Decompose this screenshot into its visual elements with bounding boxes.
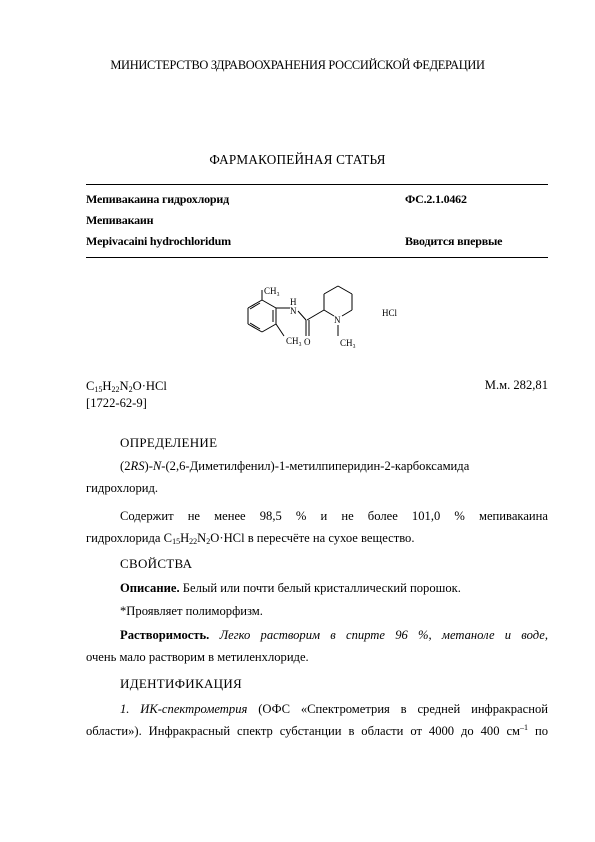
amide-n-label: N: [290, 306, 297, 316]
molecular-mass: М.м. 282,81: [484, 378, 548, 392]
header-bottom-rule: [86, 257, 548, 258]
monograph-inn-ru: Мепивакаин: [86, 213, 154, 227]
monograph-code: ФС.2.1.0462: [405, 192, 467, 206]
section-definition-heading: ОПРЕДЕЛЕНИЕ: [120, 435, 218, 450]
properties-solubility-line-2: очень мало растворим в метиленхлориде.: [86, 650, 309, 664]
ch3-top-label: CH₃: [264, 286, 280, 296]
definition-content-line-1: Содержит не менее 98,5 % и не более 101,0 % мепивакаина: [120, 509, 548, 523]
ch3-bottom-label: CH₃: [286, 336, 302, 346]
structural-formula: [232, 284, 408, 362]
identification-ir-line-1: 1. ИК-спектрометрия (ОФС «Спектрометрия в средней инфракрасной: [120, 702, 548, 716]
monograph-name-latin: Mepivacaini hydrochloridum: [86, 234, 231, 248]
properties-polymorphism: *Проявляет полиморфизм.: [120, 604, 263, 618]
ring-ch3-label: CH₃: [340, 338, 356, 348]
definition-content-line-2: гидрохлорида $C_{15}H_{22}N_2O\cdot HCl$ в пересчёте на сухое вещество.: [86, 531, 415, 546]
identification-ir-line-2: области»). Инфракрасный спектр субстанции в области от 4000 до 400 $см^{-1}$ по: [86, 723, 548, 738]
properties-solubility-line-1: Растворимость. Легко растворим в спирте 96 %, метаноле и воде,: [120, 628, 548, 642]
carbonyl-o-label: O: [304, 337, 311, 347]
header-top-rule: [86, 184, 548, 185]
monograph-status: Вводится впервые: [405, 234, 503, 248]
article-type-title: ФАРМАКОПЕЙНАЯ СТАТЬЯ: [209, 152, 386, 167]
cas-number: [1722-62-9]: [86, 396, 147, 410]
molecular-formula-block: [86, 378, 167, 412]
section-identification-heading: ИДЕНТИФИКАЦИЯ: [120, 676, 242, 691]
properties-description: Описание. Белый или почти белый кристаллический порошок.: [120, 581, 461, 595]
definition-chemical-name: (2RS)-N-(2,6-Диметилфенил)-1-метилпиперидин-2-карбоксамида: [120, 459, 470, 473]
hcl-label: HCl: [382, 308, 398, 318]
nh-h-label: H: [290, 297, 297, 307]
ring-n-label: N: [334, 315, 341, 325]
monograph-name-ru: Мепивакаина гидрохлорид: [86, 192, 229, 206]
ministry-title: МИНИСТЕРСТВО ЗДРАВООХРАНЕНИЯ РОССИЙСКОЙ ФЕДЕРАЦИИ: [110, 58, 485, 72]
definition-chemical-name-cont: гидрохлорид.: [86, 481, 159, 495]
section-properties-heading: СВОЙСТВА: [120, 556, 193, 571]
molecular-formula: $C_{15}H_{22}N_2O\cdot HCl$: [86, 379, 167, 394]
